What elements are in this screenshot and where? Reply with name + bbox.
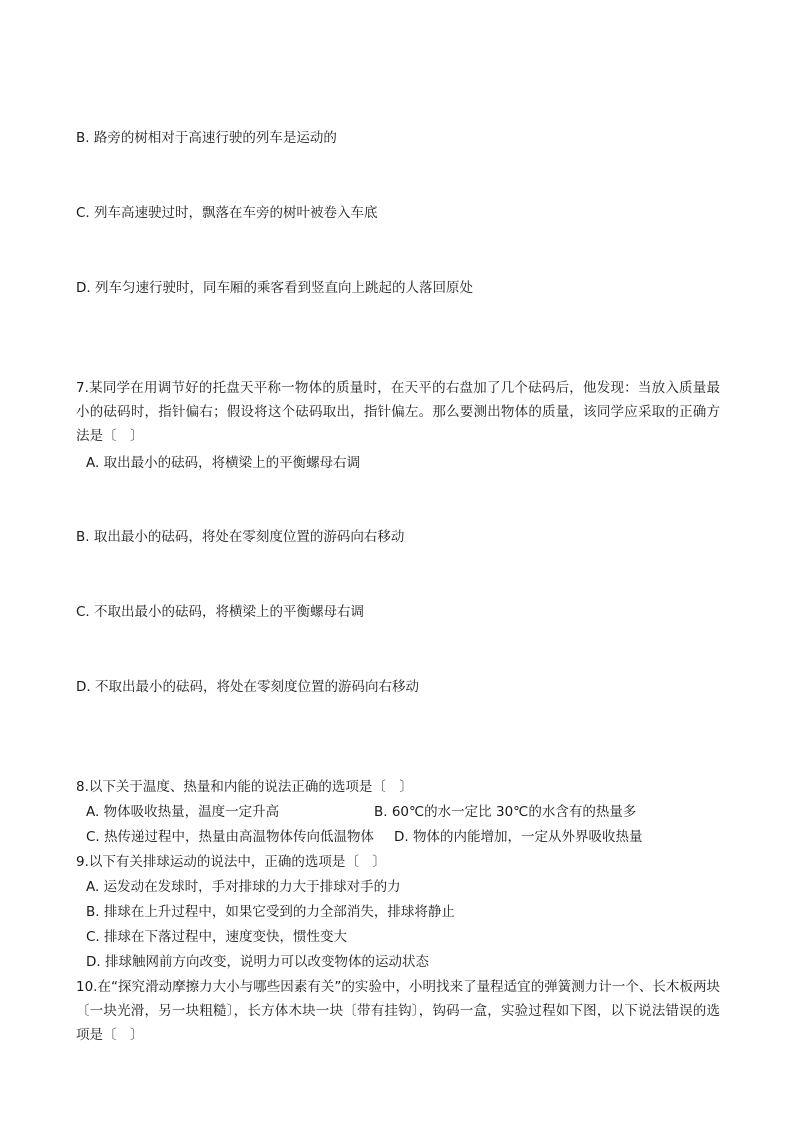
q10-stem: 10.在“探究滑动摩擦力大小与哪些因素有关”的实验中，小明找来了量程适宜的弹簧测力计一个、长木板两块〔一块光滑，另一块粗糙〕，长方体木块一块〔带有挂钩〕，钩码一盒，实验过程如下图，以下说法错误的选项是〔 〕 [76,979,720,1043]
q9-option-c: C. 排球在下落过程中，速度变快，惯性变大 [86,929,348,945]
q7-option-d: D. 不取出最小的砝码，将处在零刻度位置的游码向右移动 [76,679,419,695]
q8-stem: 8.以下关于温度、热量和内能的说法正确的选项是〔 〕 [76,779,413,795]
q6-option-c: C. 列车高速驶过时，飘落在车旁的树叶被卷入车底 [76,205,378,221]
q9-stem: 9.以下有关排球运动的说法中，正确的选项是〔 〕 [76,854,386,870]
q8-option-d: D. 物体的内能增加，一定从外界吸收热量 [394,829,643,845]
q7-option-c: C. 不取出最小的砝码，将横梁上的平衡螺母右调 [76,604,365,620]
q8-option-a: A. 物体吸收热量，温度一定升高 [86,804,280,820]
q8-option-b: B. 60℃的水一定比 30℃的水含有的热量多 [374,804,637,820]
q8-options-row-2 [86,827,643,847]
q7-option-b: B. 取出最小的砝码，将处在零刻度位置的游码向右移动 [76,529,405,545]
q9-option-d: D. 排球触网前方向改变，说明力可以改变物体的运动状态 [86,954,429,970]
q8-option-c: C. 热传递过程中，热量由高温物体传向低温物体 [86,829,375,845]
q9-option-b: B. 排球在上升过程中，如果它受到的力全部消失，排球将静止 [86,904,455,920]
q9-option-a: A. 运发动在发球时，手对排球的力大于排球对手的力 [86,879,401,895]
q7-stem: 7.某同学在用调节好的托盘天平称一物体的质量时，在天平的右盘加了几个砝码后，他发现：当放入质量最小的砝码时，指针偏右；假设将这个砝码取出，指针偏左。那么要测出物体的质量，该同学应采取的正确方法是〔 〕 [76,380,720,444]
q6-option-d: D. 列车匀速行驶时，同车厢的乘客看到竖直向上跳起的人落回原处 [76,280,473,296]
q8-options-row-1 [86,802,637,822]
q6-option-b: B. 路旁的树相对于高速行驶的列车是运动的 [76,130,337,146]
q7-option-a: A. 取出最小的砝码，将横梁上的平衡螺母右调 [86,455,361,471]
